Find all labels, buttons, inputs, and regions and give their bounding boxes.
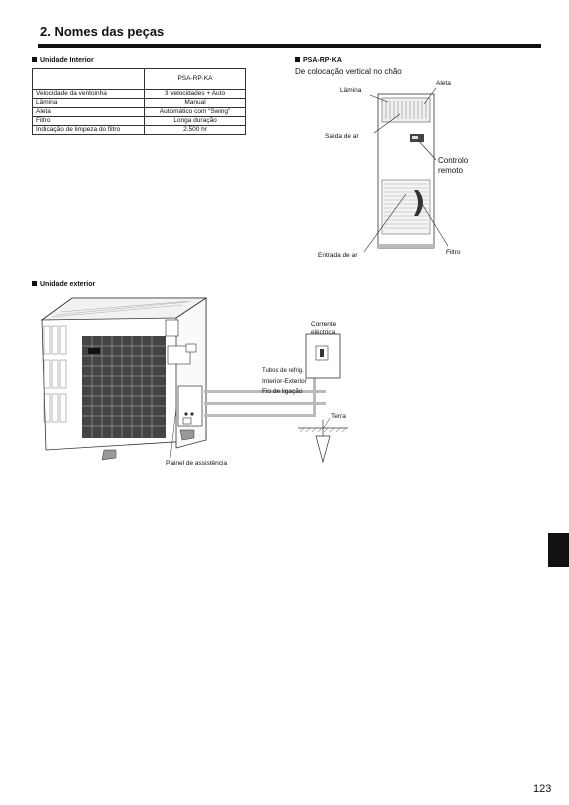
label-controlo: Controlo xyxy=(438,156,469,165)
figure-indoor-title xyxy=(295,57,342,64)
label-aleta: Aleta xyxy=(436,80,451,87)
specs-table xyxy=(32,68,246,135)
label-remoto: remoto xyxy=(438,166,463,175)
label-entrada-de-ar: Entrada de ar xyxy=(318,252,358,259)
chapter-tab xyxy=(548,533,569,567)
indoor-section-label: Unidade Interior xyxy=(40,57,94,64)
row-value: 2.500 hr xyxy=(145,126,246,135)
row-value: 3 velocidades + Auto xyxy=(145,90,246,99)
row-name: Velocidade da ventoinha xyxy=(33,90,145,99)
label-corrente: Corrente xyxy=(311,321,337,328)
row-value: Manual xyxy=(145,99,246,108)
page-heading: 2. Nomes das peças xyxy=(40,24,165,39)
table-row xyxy=(33,126,246,135)
bullet-square-icon xyxy=(295,57,300,62)
outdoor-unit-diagram xyxy=(36,290,366,480)
outdoor-section-title xyxy=(32,281,95,288)
label-painel: Painel de assistência xyxy=(166,460,228,467)
table-row xyxy=(33,117,246,126)
table-header-empty xyxy=(33,69,145,90)
row-name: Aleta xyxy=(33,108,145,117)
indoor-unit-diagram xyxy=(300,78,500,268)
bullet-square-icon xyxy=(32,57,37,62)
label-fio: Fio de ligação xyxy=(262,388,303,395)
figure-indoor-subtitle: De colocação vertical no chão xyxy=(295,67,402,76)
row-name: Filtro xyxy=(33,117,145,126)
row-value: Longa duração xyxy=(145,117,246,126)
indoor-section-title xyxy=(32,57,94,64)
heading-rule xyxy=(38,44,541,48)
label-interior-exterior: Interior-Exterior xyxy=(262,378,307,385)
table-header-model: PSA-RP·KA xyxy=(145,69,246,90)
label-filtro: Filtro xyxy=(446,249,461,256)
outdoor-section-label: Unidade exterior xyxy=(40,281,96,288)
row-name: Indicação de limpeza do filtro xyxy=(33,126,145,135)
row-name: Lâmina xyxy=(33,99,145,108)
label-tubos: Tubos de refrig. xyxy=(262,368,304,374)
table-header-row xyxy=(33,69,246,90)
label-saida-de-ar: Saída de ar xyxy=(325,133,359,140)
row-value: Automático com “Swing” xyxy=(145,108,246,117)
table-row xyxy=(33,99,246,108)
figure-indoor-model: PSA-RP·KA xyxy=(303,57,342,64)
table-row xyxy=(33,90,246,99)
label-terra: Terra xyxy=(331,413,346,420)
bullet-square-icon xyxy=(32,281,37,286)
page-number: 123 xyxy=(533,783,552,795)
label-lamina: Lâmina xyxy=(340,87,362,94)
label-electrica: eléctrica xyxy=(311,329,336,336)
table-row xyxy=(33,108,246,117)
